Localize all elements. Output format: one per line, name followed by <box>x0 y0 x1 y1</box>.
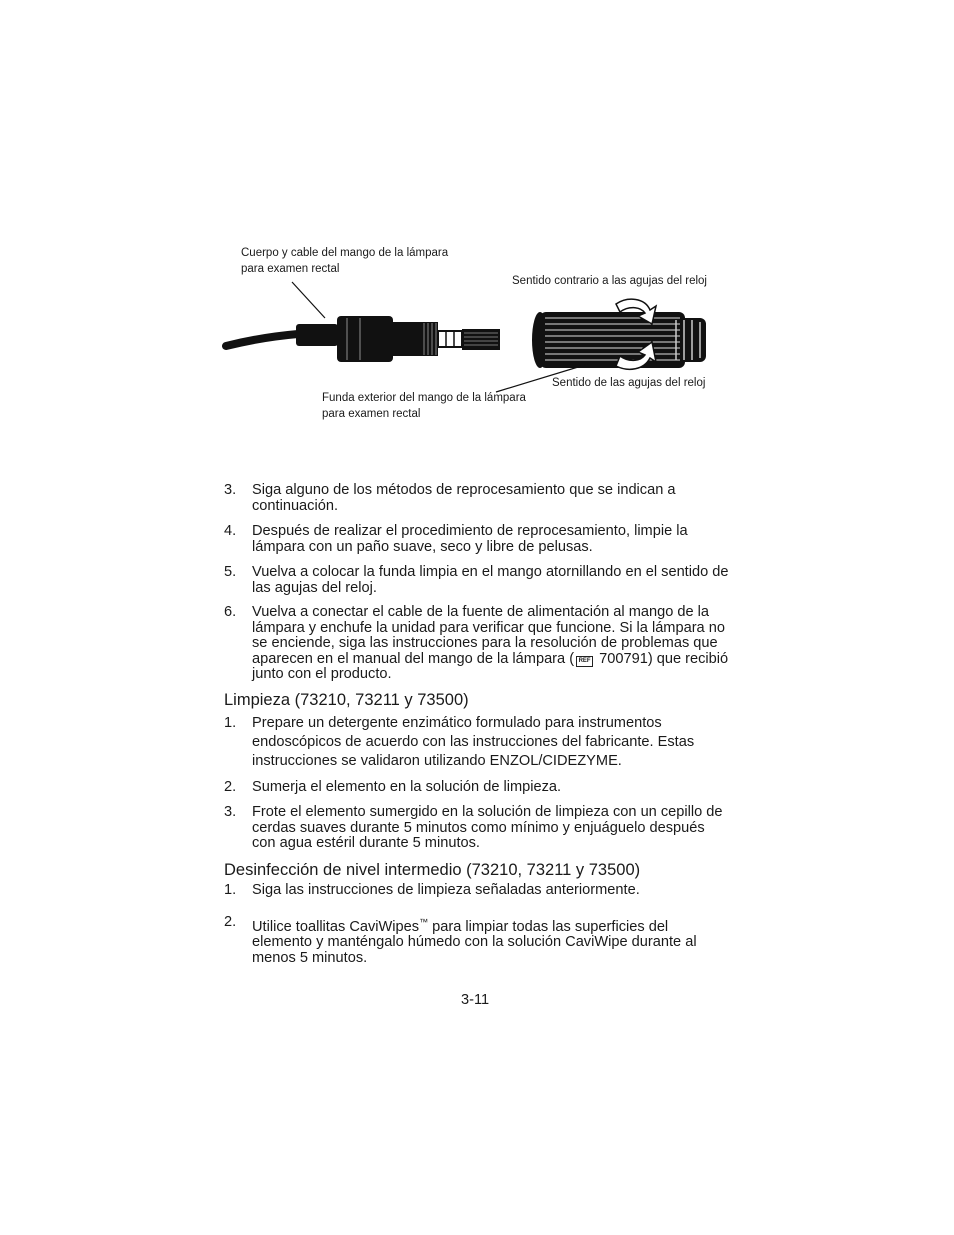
section-heading-disinfection: Desinfección de nivel intermedio (73210, 73211 y 73500) <box>224 861 641 879</box>
list-item-number: 2. <box>224 914 237 930</box>
label-outer-sheath-line2: para examen rectal <box>322 408 421 420</box>
label-clockwise: Sentido de las agujas del reloj <box>552 377 706 389</box>
list-item-text: Sumerja el elemento en la solución de limpieza. <box>252 779 562 795</box>
list-item-number: 1. <box>224 715 237 731</box>
label-outer-sheath-line1: Funda exterior del mango de la lámpara <box>322 392 526 404</box>
ref-catalog-icon: REF <box>576 656 593 667</box>
list-item-text: Siga las instrucciones de limpieza señaladas anteriormente. <box>252 882 640 898</box>
list-item-number: 2. <box>224 779 237 795</box>
list-item-text: Vuelva a colocar la funda limpia en el mango atornillando en el sentido de las agujas del reloj. <box>252 564 729 596</box>
list-item-number: 1. <box>224 882 237 898</box>
list-item-text <box>252 915 732 966</box>
trademark-symbol: ™ <box>419 917 429 927</box>
handle-cable <box>226 334 298 346</box>
handle-tip <box>462 329 500 350</box>
label-outer-sheath <box>322 390 526 422</box>
list-item-text: Prepare un detergente enzimático formulado para instrumentos endoscópicos de acuerdo con las instrucciones del fabricante. Estas instrucciones se validaron utilizando ENZOL/CIDEZYME. <box>252 715 695 769</box>
handle-thread <box>392 322 438 356</box>
list-item-text: Frote el elemento sumergido en la solución de limpieza con un cepillo de cerdas suaves durante 5 minutos como mínimo y enjuáguelo después con agua estéril durante 5 minutos. <box>252 804 723 851</box>
list-item-number: 6. <box>224 604 237 620</box>
label-handle-body <box>241 245 448 277</box>
body-label-leader <box>292 282 325 318</box>
label-counterclockwise: Sentido contrario a las agujas del reloj <box>512 275 707 287</box>
page-number: 3-11 <box>461 992 490 1008</box>
handle-body <box>337 316 393 362</box>
list-item-text: Siga alguno de los métodos de reprocesamiento que se indican a continuación. <box>252 482 676 514</box>
list-item-text-a: Utilice toallitas CaviWipes <box>252 918 420 935</box>
list-item-text <box>252 605 732 683</box>
list-item-number: 3. <box>224 804 237 820</box>
list-item-text-a: Vuelva a conectar el cable de la fuente de alimentación al mango de la lámpara y enchufe la unidad para verificar que funcione. Si la lámpara no se enciende, siga las instrucciones para la resolución de problemas que aparecen en el manual del mango de la lámpara ( <box>252 604 725 667</box>
list-item-number: 3. <box>224 482 237 498</box>
list-item-number: 4. <box>224 523 237 539</box>
section-heading-cleaning: Limpieza (73210, 73211 y 73500) <box>224 691 469 709</box>
list-item-text: Después de realizar el procedimiento de reprocesamiento, limpie la lámpara con un paño suave, seco y libre de pelusas. <box>252 523 688 555</box>
list-item-text-b: 700791) que recibió junto con el producto. <box>252 650 729 682</box>
list-item-text-b: para limpiar todas las superficies del elemento y manténgalo húmedo con la solución CaviWipe durante al menos 5 minutos. <box>252 918 697 966</box>
label-handle-body-line2: para examen rectal <box>241 263 340 275</box>
label-handle-body-line1: Cuerpo y cable del mango de la lámpara <box>241 247 449 259</box>
list-item-number: 5. <box>224 564 237 580</box>
handle-strain-relief <box>296 324 338 346</box>
rectal-lamp-handle-illustration <box>0 0 954 440</box>
